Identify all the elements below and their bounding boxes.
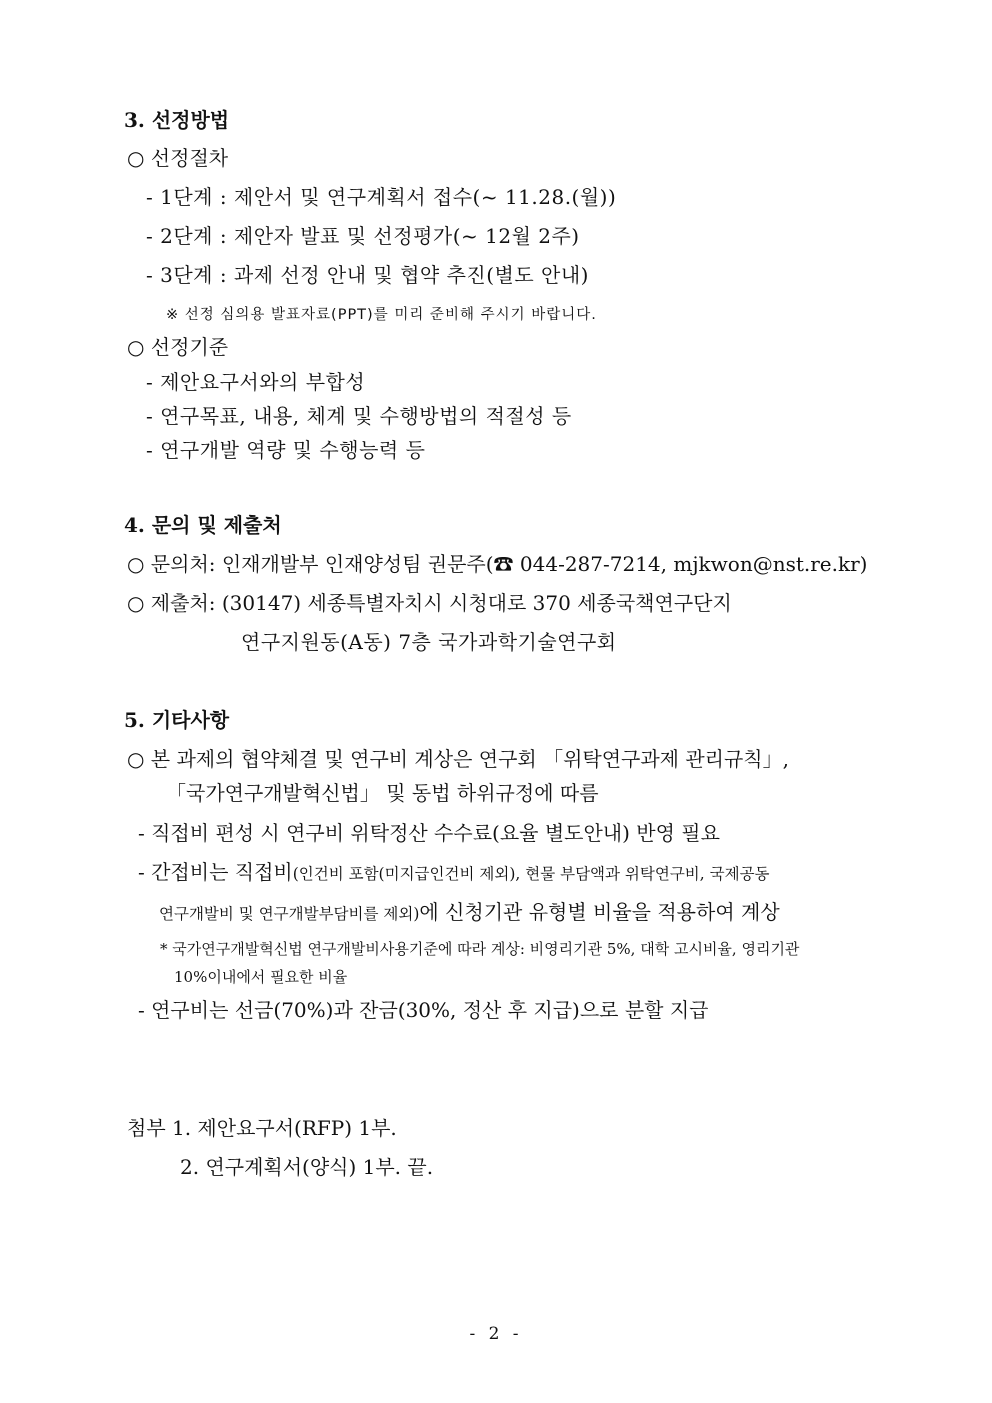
section-3-title: 3. 선정방법 [124,108,230,132]
submission-address-line-2: 연구지원동(A동) 7층 국가과학기술연구회 [241,630,617,654]
selection-procedure-title: ○ 선정절차 [127,146,229,170]
submission-address-line-1: ○ 제출처: (30147) 세종특별자치시 시청대로 370 세종국책연구단지 [127,591,732,615]
misc-item-2: - 직접비 편성 시 연구비 위탁정산 수수료(요율 별도안내) 반영 필요 [138,821,720,845]
procedure-step-1: - 1단계 : 제안서 및 연구계획서 접수(~ 11.28.(월)) [146,185,617,209]
procedure-step-2: - 2단계 : 제안자 발표 및 선정평가(~ 12월 2주) [146,224,580,248]
criteria-item-2: - 연구목표, 내용, 체계 및 수행방법의 적절성 등 [146,404,572,428]
page-number: - 2 - [469,1324,523,1344]
misc-item-1-line-2: 「국가연구개발혁신법」 및 동법 하위규정에 따름 [166,781,599,805]
presentation-note: ※ 선정 심의용 발표자료(PPT)를 미리 준비해 주시기 바랍니다. [166,307,597,323]
attachment-line-1: 첨부 1. 제안요구서(RFP) 1부. [127,1116,397,1140]
misc-item-1-line-1: ○ 본 과제의 협약체결 및 연구비 계상은 연구회 「위탁연구과제 관리규칙」, [127,747,789,771]
misc-item-3-line-2-detail: 연구개발비 및 연구개발부담비를 제외) [159,905,420,923]
criteria-item-3: - 연구개발 역량 및 수행능력 등 [146,438,426,462]
section-5-title: 5. 기타사항 [124,708,230,732]
criteria-item-1: - 제안요구서와의 부합성 [146,370,366,394]
section-4-title: 4. 문의 및 제출처 [124,513,282,537]
misc-item-3-line-1-detail: (인건비 포함(미지급인건비 제외), 현물 부담액과 위탁연구비, 국제공동 [292,865,770,883]
misc-item-3-line-2 [159,898,780,928]
attachment-line-2: 2. 연구계획서(양식) 1부. 끝. [180,1155,434,1179]
misc-item-3-line-1-main: - 간접비는 직접비 [138,860,293,884]
indirect-cost-note-line-2: 10%이내에서 필요한 비율 [174,968,348,986]
inquiry-contact: ○ 문의처: 인재개발부 인재양성팀 권문주(☎ 044-287-7214, mjkwon@nst.re.kr) [127,552,868,576]
misc-item-4: - 연구비는 선금(70%)과 잔금(30%, 정산 후 지급)으로 분할 지급 [138,998,709,1022]
misc-item-3-line-1 [138,858,770,888]
procedure-step-3: - 3단계 : 과제 선정 안내 및 협약 추진(별도 안내) [146,263,589,287]
misc-item-3-line-2-main: 에 신청기관 유형별 비율을 적용하여 계상 [419,900,780,924]
selection-criteria-title: ○ 선정기준 [127,335,229,359]
indirect-cost-note-line-1: * 국가연구개발혁신법 연구개발비사용기준에 따라 계상: 비영리기관 5%, 대학 고시비율, 영리기관 [160,940,800,958]
